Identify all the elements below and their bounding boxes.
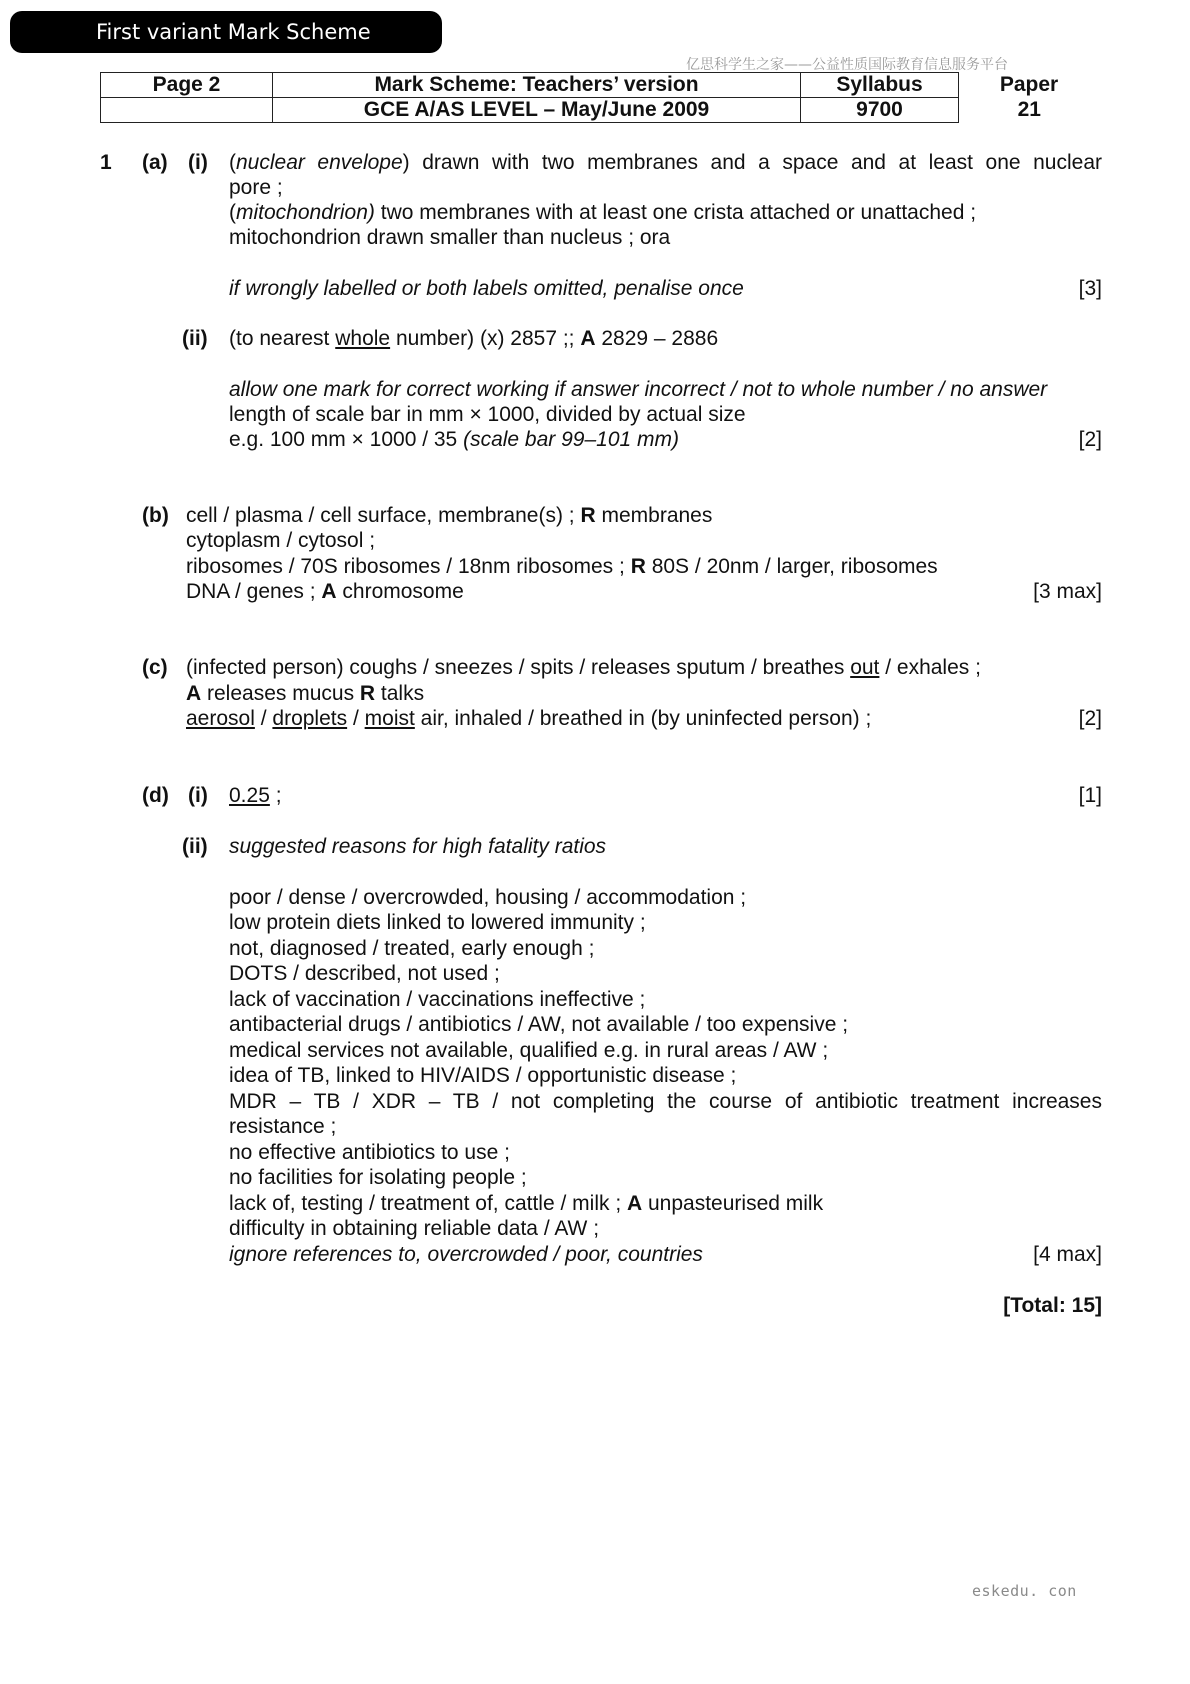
header-syllabus: 9700 (801, 98, 959, 123)
list-item: no facilities for isolating people ; (229, 1166, 527, 1189)
list-item: poor / dense / overcrowded, housing / accommodation ; (229, 886, 747, 909)
a-i-line-1: (nuclear envelope) drawn with two membranes and a space and at least one nuclear (229, 151, 1102, 174)
total-mark: [Total: 15] (1003, 1294, 1102, 1317)
d-ii-mark: [4 max] (1033, 1243, 1102, 1266)
a-ii-note: allow one mark for correct working if answer incorrect / not to whole number / no answer (229, 378, 1048, 401)
a-i-line-4: mitochondrion drawn smaller than nucleus ; ora (229, 226, 671, 249)
b-line-4: DNA / genes ; A chromosome (186, 580, 464, 603)
c-mark: [2] (1078, 707, 1102, 730)
header-page: Page 2 (101, 73, 273, 98)
variant-banner: First variant Mark Scheme (10, 11, 442, 53)
part-d-label: (d) (142, 784, 169, 807)
b-line-1: cell / plasma / cell surface, membrane(s) ; R membranes (186, 504, 713, 527)
a-ii-line-4: e.g. 100 mm × 1000 / 35 (scale bar 99–101 mm) (229, 428, 680, 451)
list-item: DOTS / described, not used ; (229, 962, 500, 985)
a-ii-line-3: length of scale bar in mm × 1000, divided by actual size (229, 403, 746, 426)
part-a-label: (a) (142, 151, 168, 174)
list-item-mdr-cont: resistance ; (229, 1115, 337, 1138)
subpart-d-ii-label: (ii) (182, 835, 208, 858)
list-item: lack of vaccination / vaccinations ineffective ; (229, 988, 646, 1011)
list-item-milk: lack of, testing / treatment of, cattle / milk ; A unpasteurised milk (229, 1192, 824, 1215)
a-ii-mark: [2] (1078, 428, 1102, 451)
d-ii-heading: suggested reasons for high fatality ratios (229, 835, 607, 858)
footer-watermark: eskedu. con (972, 1582, 1077, 1600)
list-item-mdr: MDR – TB / XDR – TB / not completing the course of antibiotic treatment increases (229, 1090, 1102, 1113)
c-line-1: (infected person) coughs / sneezes / spits / releases sputum / breathes out / exhales ; (186, 656, 981, 679)
a-ii-line-1: (to nearest whole number) (x) 2857 ;; A 2829 – 2886 (229, 327, 719, 350)
a-i-line-2: pore ; (229, 176, 283, 199)
list-item: idea of TB, linked to HIV/AIDS / opportunistic disease ; (229, 1064, 737, 1087)
b-line-2: cytoplasm / cytosol ; (186, 529, 376, 552)
d-ii-ignore-note: ignore references to, overcrowded / poor, countries (229, 1243, 703, 1266)
list-item: no effective antibiotics to use ; (229, 1141, 510, 1164)
b-mark: [3 max] (1033, 580, 1102, 603)
a-i-note: if wrongly labelled or both labels omitted, penalise once (229, 277, 744, 300)
header-title: Mark Scheme: Teachers’ version (273, 73, 801, 98)
b-line-3: ribosomes / 70S ribosomes / 18nm ribosomes ; R 80S / 20nm / larger, ribosomes (186, 555, 938, 578)
subpart-a-ii-label: (ii) (182, 327, 208, 350)
list-item: difficulty in obtaining reliable data / AW ; (229, 1217, 600, 1240)
list-item: not, diagnosed / treated, early enough ; (229, 937, 595, 960)
question-number: 1 (100, 151, 112, 174)
part-c-label: (c) (142, 656, 168, 679)
c-line-2: A releases mucus R talks (186, 682, 425, 705)
d-i-mark: [1] (1078, 784, 1102, 807)
header-empty-cell (101, 98, 273, 123)
d-i-answer: 0.25 ; (229, 784, 282, 807)
a-i-line-3: (mitochondrion) two membranes with at least one crista attached or unattached ; (229, 201, 977, 224)
header-syllabus-label: Syllabus (801, 73, 959, 98)
subpart-d-i-label: (i) (188, 784, 208, 807)
header-paper: 21 (1017, 98, 1041, 121)
header-paper-label: Paper (999, 73, 1059, 96)
part-b-label: (b) (142, 504, 169, 527)
subpart-a-i-label: (i) (188, 151, 208, 174)
list-item: antibacterial drugs / antibiotics / AW, not available / too expensive ; (229, 1013, 849, 1036)
c-line-3: aerosol / droplets / moist air, inhaled / breathed in (by uninfected person) ; (186, 707, 872, 730)
list-item: low protein diets linked to lowered immunity ; (229, 911, 646, 934)
header-subtitle: GCE A/AS LEVEL – May/June 2009 (273, 98, 801, 123)
list-item: medical services not available, qualified e.g. in rural areas / AW ; (229, 1039, 829, 1062)
header-table (100, 72, 1100, 123)
a-i-mark: [3] (1078, 277, 1102, 300)
watermark-text: 亿思科学生之家——公益性质国际教育信息服务平台 (686, 57, 1008, 73)
